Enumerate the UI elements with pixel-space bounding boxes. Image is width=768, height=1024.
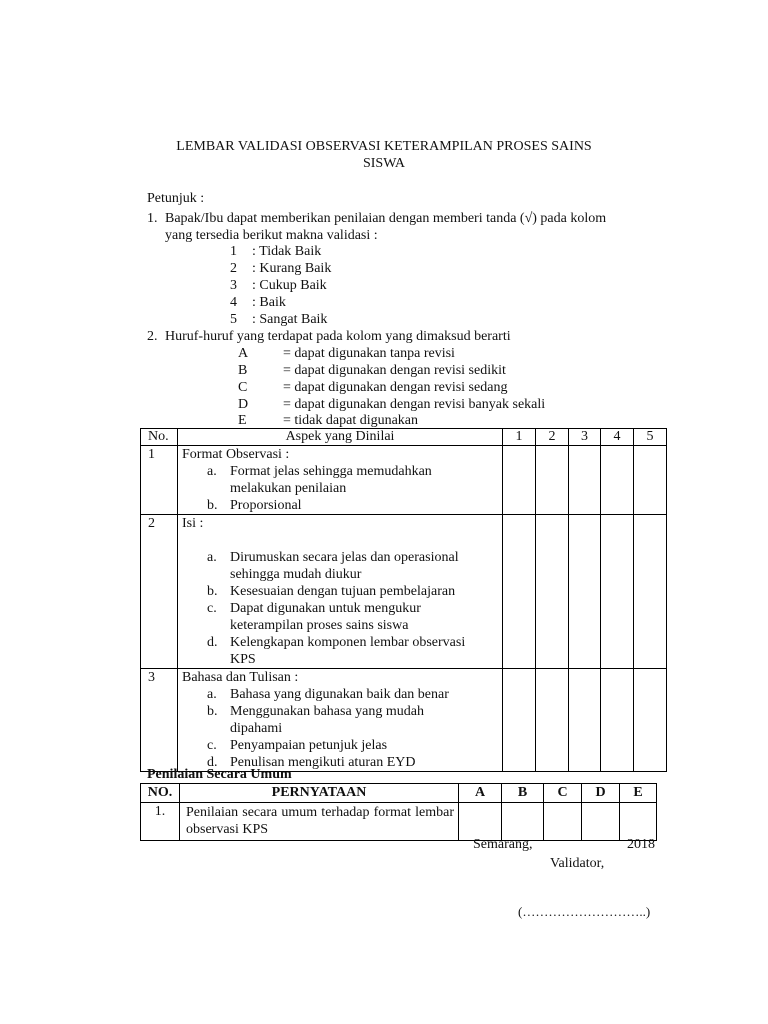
column-header-score-5: 5 bbox=[634, 429, 667, 446]
aspect-heading: Isi : bbox=[182, 516, 204, 531]
signature-city: Semarang, bbox=[473, 837, 533, 852]
item-marker: a. bbox=[207, 464, 217, 479]
score-cell[interactable] bbox=[569, 669, 601, 772]
item-text: KPS bbox=[230, 652, 256, 667]
table-row bbox=[141, 515, 667, 669]
instruction-1-marker: 1. bbox=[147, 211, 158, 226]
item-text: Proporsional bbox=[230, 498, 302, 513]
column-header-no: No. bbox=[141, 429, 178, 446]
item-marker: d. bbox=[207, 635, 218, 650]
score-cell[interactable] bbox=[634, 515, 667, 669]
letter-desc: = dapat digunakan dengan revisi sedikit bbox=[283, 363, 506, 378]
column-header-aspek: Aspek yang Dinilai bbox=[178, 429, 503, 446]
column-header-b: B bbox=[502, 784, 544, 803]
item-text: dipahami bbox=[230, 721, 283, 736]
item-marker: b. bbox=[207, 584, 218, 599]
scale-number: 5 bbox=[230, 312, 237, 327]
instruction-2-marker: 2. bbox=[147, 329, 158, 344]
column-header-pernyataan: PERNYATAAN bbox=[180, 784, 459, 803]
letter-desc: = tidak dapat digunakan bbox=[283, 413, 419, 428]
aspect-item bbox=[182, 600, 502, 634]
item-text: Penulisan mengikuti aturan EYD bbox=[230, 755, 416, 770]
letter-code: C bbox=[238, 380, 248, 395]
rating-cell-a[interactable] bbox=[459, 803, 502, 841]
table-row bbox=[141, 803, 657, 841]
signature-validator-label: Validator, bbox=[550, 856, 605, 871]
letter-code: E bbox=[238, 413, 247, 428]
document-title-line2: SISWA bbox=[362, 156, 405, 171]
rating-cell-d[interactable] bbox=[582, 803, 620, 841]
item-text: Bahasa yang digunakan baik dan benar bbox=[230, 687, 449, 702]
row-number: 1. bbox=[141, 803, 180, 841]
column-header-c: C bbox=[544, 784, 582, 803]
scale-label: : Tidak Baik bbox=[252, 244, 322, 259]
score-cell[interactable] bbox=[601, 446, 634, 515]
item-marker: c. bbox=[207, 738, 217, 753]
score-cell[interactable] bbox=[601, 515, 634, 669]
score-cell[interactable] bbox=[601, 669, 634, 772]
letter-desc: = dapat digunakan tanpa revisi bbox=[283, 346, 455, 361]
aspect-item-blank bbox=[182, 532, 502, 549]
column-header-score-1: 1 bbox=[503, 429, 536, 446]
column-header-no: NO. bbox=[141, 784, 180, 803]
aspect-cell bbox=[178, 669, 503, 772]
instruction-2-text: Huruf-huruf yang terdapat pada kolom yang dimaksud berarti bbox=[165, 329, 511, 344]
item-text: Kelengkapan komponen lembar observasi bbox=[230, 635, 466, 650]
aspect-item bbox=[182, 497, 502, 514]
column-header-score-2: 2 bbox=[536, 429, 569, 446]
item-text: Dirumuskan secara jelas dan operasional bbox=[230, 550, 459, 565]
score-cell[interactable] bbox=[634, 669, 667, 772]
item-marker: a. bbox=[207, 550, 217, 565]
score-cell[interactable] bbox=[536, 515, 569, 669]
scale-label: : Kurang Baik bbox=[252, 261, 332, 276]
item-text: Format jelas sehingga memudahkan bbox=[230, 464, 432, 479]
score-cell[interactable] bbox=[503, 446, 536, 515]
petunjuk-label: Petunjuk : bbox=[147, 191, 205, 206]
score-cell[interactable] bbox=[536, 446, 569, 515]
item-text: melakukan penilaian bbox=[230, 481, 347, 496]
item-text: Dapat digunakan untuk mengukur bbox=[230, 601, 421, 616]
score-cell[interactable] bbox=[536, 669, 569, 772]
row-number: 1 bbox=[141, 446, 178, 515]
column-header-e: E bbox=[620, 784, 657, 803]
score-cell[interactable] bbox=[569, 515, 601, 669]
table-header-row bbox=[141, 429, 667, 446]
scale-number: 4 bbox=[230, 295, 237, 310]
rating-cell-c[interactable] bbox=[544, 803, 582, 841]
letter-desc: = dapat digunakan dengan revisi sedang bbox=[283, 380, 508, 395]
column-header-a: A bbox=[459, 784, 502, 803]
item-marker: a. bbox=[207, 687, 217, 702]
document-title: LEMBAR VALIDASI OBSERVASI KETERAMPILAN PROSES SAINS bbox=[176, 139, 592, 154]
scale-label: : Cukup Baik bbox=[252, 278, 327, 293]
item-marker: b. bbox=[207, 498, 218, 513]
item-text: sehingga mudah diukur bbox=[230, 567, 362, 582]
scale-label: : Sangat Baik bbox=[252, 312, 328, 327]
general-section-heading: Penilaian Secara Umum bbox=[147, 767, 292, 782]
rating-cell-e[interactable] bbox=[620, 803, 657, 841]
general-assessment-table bbox=[140, 783, 657, 841]
letter-desc: = dapat digunakan dengan revisi banyak sekali bbox=[283, 397, 546, 412]
signature-name-line: (………………………..) bbox=[518, 904, 651, 919]
item-marker: b. bbox=[207, 704, 218, 719]
aspect-item bbox=[182, 549, 502, 583]
row-number: 2 bbox=[141, 515, 178, 669]
letter-code: A bbox=[238, 346, 249, 361]
score-cell[interactable] bbox=[634, 446, 667, 515]
item-text: Penyampaian petunjuk jelas bbox=[230, 738, 388, 753]
instruction-1-text: Bapak/Ibu dapat memberikan penilaian dengan memberi tanda (√) pada kolom bbox=[165, 211, 607, 226]
table-header-row bbox=[141, 784, 657, 803]
rating-cell-b[interactable] bbox=[502, 803, 544, 841]
aspect-cell bbox=[178, 446, 503, 515]
column-header-score-3: 3 bbox=[569, 429, 601, 446]
row-number: 3 bbox=[141, 669, 178, 772]
score-cell[interactable] bbox=[503, 515, 536, 669]
scale-label: : Baik bbox=[252, 295, 286, 310]
item-text: keterampilan proses sains siswa bbox=[230, 618, 409, 633]
instruction-1-text-line2: yang tersedia berikut makna validasi : bbox=[165, 228, 378, 243]
aspect-heading: Format Observasi : bbox=[182, 447, 290, 462]
signature-year: 2018 bbox=[627, 837, 655, 852]
item-text: Menggunakan bahasa yang mudah bbox=[230, 704, 424, 719]
scale-number: 3 bbox=[230, 278, 237, 293]
aspect-item bbox=[182, 583, 502, 600]
aspect-item bbox=[182, 737, 502, 754]
column-header-d: D bbox=[582, 784, 620, 803]
aspect-table bbox=[140, 428, 667, 772]
statement-cell: Penilaian secara umum terhadap format lembar observasi KPS bbox=[180, 803, 459, 841]
item-marker: c. bbox=[207, 601, 217, 616]
aspect-item bbox=[182, 686, 502, 703]
aspect-item bbox=[182, 634, 502, 668]
score-cell[interactable] bbox=[569, 446, 601, 515]
item-marker: d. bbox=[207, 755, 218, 770]
scale-number: 2 bbox=[230, 261, 237, 276]
aspect-item bbox=[182, 463, 502, 497]
scale-number: 1 bbox=[230, 244, 237, 259]
aspect-cell bbox=[178, 515, 503, 669]
aspect-item bbox=[182, 703, 502, 737]
table-row bbox=[141, 446, 667, 515]
letter-code: B bbox=[238, 363, 248, 378]
letter-code: D bbox=[238, 397, 249, 412]
table-row bbox=[141, 669, 667, 772]
item-text: Kesesuaian dengan tujuan pembelajaran bbox=[230, 584, 456, 599]
aspect-heading: Bahasa dan Tulisan : bbox=[182, 670, 299, 685]
score-cell[interactable] bbox=[503, 669, 536, 772]
column-header-score-4: 4 bbox=[601, 429, 634, 446]
